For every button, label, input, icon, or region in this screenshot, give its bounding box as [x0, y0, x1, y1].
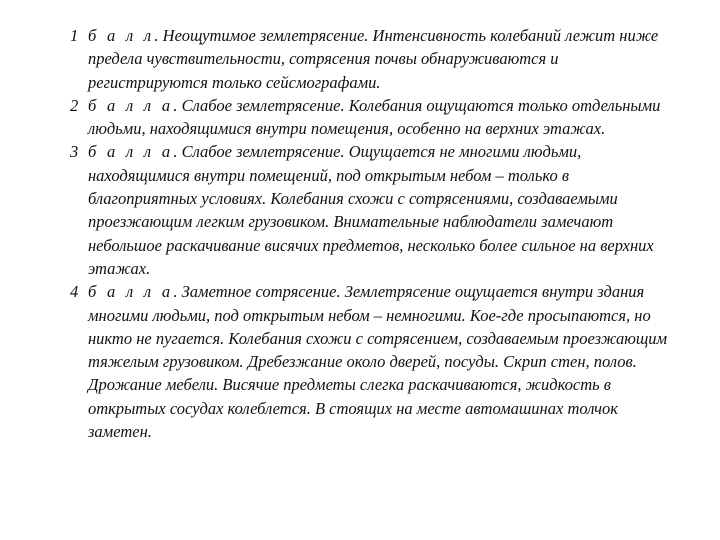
- scale-item-3: [70, 140, 670, 280]
- scale-item-2: [70, 94, 670, 141]
- grade-label: б а л л а: [88, 95, 174, 115]
- scale-item-4: [70, 280, 670, 443]
- scale-item-1: [70, 24, 670, 94]
- item-number: 4: [70, 282, 79, 302]
- item-text: . Заметное сотрясение. Землетрясение ощущается внутри здания многими людьми, под открытым небом – немногими. Кое-где просыпаются, но никто не пугается. Колебания схожи с сотрясением, создаваемым проезжающим тяжелым грузовиком. Дребезжание около дверей, посуды. Скрип стен, полов. Дрожание мебели. Висячие предметы слегка раскачиваются, жидкость в открытых сосудах колеблется. В стоящих на месте автомашинах толчок заметен.: [88, 282, 668, 442]
- item-text: . Слабое землетрясение. Ощущается не многими людьми, находящимися внутри помещений, под открытым небом – только в благоприятных условиях. Колебания схожи с сотрясениями, создаваемыми проезжающим легким грузовиком. Внимательные наблюдатели замечают небольшое раскачивание висячих предметов, несколько более сильное на верхних этажах.: [88, 142, 654, 278]
- item-text: . Слабое землетрясение. Колебания ощущаются только отдельными людьми, находящимися внутри помещения, особенно на верхних этажах.: [88, 95, 661, 139]
- item-number: 3: [70, 142, 79, 162]
- grade-label: б а л л а: [88, 282, 174, 302]
- item-number: 1: [70, 26, 79, 45]
- grade-label: б а л л: [88, 26, 155, 45]
- grade-label: б а л л а: [88, 142, 174, 162]
- seismic-scale-list: [70, 24, 670, 443]
- item-number: 2: [70, 95, 79, 115]
- item-text: . Неощутимое землетрясение. Интенсивность колебаний лежит ниже предела чувствительности, сотрясения почвы обнаруживаются и регистрируются только сейсмографами.: [88, 26, 659, 92]
